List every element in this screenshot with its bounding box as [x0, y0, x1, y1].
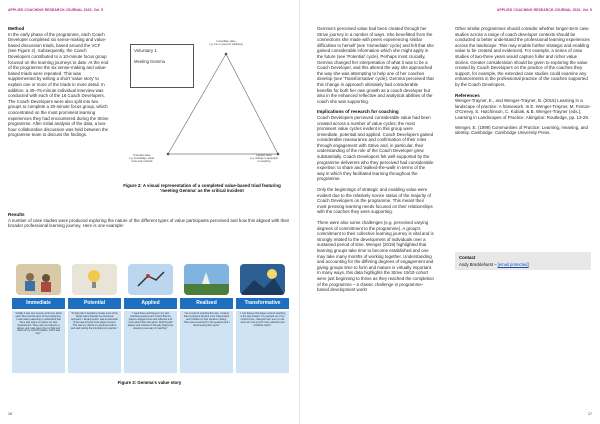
figure-2-caption: Figure 2: A visual representation of a completed value-based triad featuring 'meeting Gemma' as the critical incident [123, 183, 281, 194]
vertex-potential [167, 153, 170, 156]
stage-potential [68, 262, 121, 374]
gemma-value-paragraph: Gemma's perceived value had been created through her Strive journey in a number of ways. She benefitted from the connections she made with peers experiencing similar difficulties to herself (see 'Immediate' cycle) and felt that she gained considerable information which she might apply in the future (see 'Potential' cycle). Perhaps most crucially, Gemma changed her interpretation of what it was to be a Coach Developer, and this altered the way she approached the way she was attempting to help one of her coaches develop (see 'Transformative' cycle). Gemma perceived that this change in approach ultimately had considerable benefits for both her own growth as a coach developer but also in the enhanced reflective and analytical abilities of the coach she was supporting. [317, 26, 434, 104]
results-heading: Results [8, 212, 25, 217]
implications-paragraph-3: There were also some challenges (e.g. perceived varying degrees of commitment to the programme). A group's commitment to their collective learning journey is vital and is strongly related to the development of individuals over a sustained period of time. Wenger (2019) highlighted that learning groups take time to become established and one may take many months of working together. Understanding and accounting for the differing degrees of engagement and giving groups time to form and mature is virtually important. In many ways, this data highlights the Strive 19/19 cohort were just beginning to thrive as they reached the completion of the programme – a classic challenge in programme-based development work! [317, 220, 434, 293]
method-heading: Method [8, 26, 25, 31]
contact-box [455, 252, 591, 270]
contact-title: Contact [459, 255, 476, 260]
stage-label: Applied [124, 298, 177, 309]
figure-3 [10, 262, 289, 380]
triad-label-box [130, 44, 194, 88]
page-number-left: 16 [8, 412, 12, 416]
stage-transformative-photo [240, 264, 285, 295]
stage-label: Potential [68, 298, 121, 309]
right-column [455, 26, 591, 140]
other-programmes-paragraph: Other similar programmes should consider whether longer-term case studies across a range of coach developer contexts should be conducted to better understand the professional learning experiences across the landscape. This may enable further strategic and enabling value to be created and evidenced. For example, a series of case studies of two-three years would capture fuller and richer value stories. Greater consideration should be given to exploring the value created by Coach Developers on the practice of the coaches they support, for example, the extended case studies could examine any enhancements in the professional practice of the coaches supported by the Coach Developers. [455, 26, 590, 87]
left-page [0, 0, 299, 424]
implications-paragraph-2: Only the beginnings of strategic and enabling value were evident due to the relatively novice status of the majority of Coach Developers on the programme. This meant their most pressing learning needs focused on their relationships with the coaches they were supporting. [317, 187, 433, 215]
stage-applied [124, 262, 177, 374]
stage-realised-photo [184, 264, 229, 295]
method-section [8, 26, 109, 143]
triad-box-title: Voluntary 1 [134, 48, 157, 53]
results-body: A number of case studies were produced exploring the nature of the different types of value participants perceived and how this aligned with their broader professional learning journey. Here is one example: [8, 217, 290, 229]
contact-line [459, 262, 529, 267]
stage-realised [180, 262, 233, 374]
triad-bottom-right-label: Applied value e.g. change in approach to coaching [250, 154, 278, 163]
triad-box-text: Meeting Gemma [134, 59, 165, 64]
stage-applied-photo [128, 264, 173, 295]
stage-immediate [12, 262, 65, 374]
results-section [8, 212, 290, 234]
stage-label: Immediate [12, 298, 65, 309]
figure-3-caption: Figure 3: Gemma's value story [117, 380, 182, 385]
stage-quote: "I now believe that player-centred coaching is the way forward. I've stepped out of my comfort zone, changed how I see my role and I am now a much more reflective and confident coach." [236, 311, 289, 373]
running-header-right: APPLIED COACHING RESEARCH JOURNAL 2020, Vol. 5 [496, 8, 592, 12]
vertex-immediate [225, 53, 228, 56]
stage-transformative [236, 262, 289, 374]
stage-label: Transformative [236, 298, 289, 309]
contact-name: Andy Brocklehurst – [459, 262, 497, 267]
stage-quote: "At that point I decided to create a few of the blocks learnt through the structured approach. I already knew I was an advocate of the idea of being more player centred. This was my chance to experiment with it and start putting the principles into practice." [68, 311, 121, 373]
triad-bottom-left-label: Potential value e.g. knowledge, ideas, tools and methods [129, 154, 155, 163]
implications-paragraph-1: Coach Developers perceived considerable value had been created across a number of value cycles; the most prominent value cycles evident in this group were immediate, potential and applied. Coach Developers gained considerable reassurance and confirmation of their roles through engagement with Strive and, in particular, their understanding of the role of the Coach Developer grew substantially. Coach Developers felt well-supported by the programme deliverers who they perceived had considerable expertise: to share and 'walked-the-walk' in terms of the way in which they facilitated learning throughout the programme. [317, 114, 434, 182]
running-header-left: APPLIED COACHING RESEARCH JOURNAL 2020, Vol. 5 [8, 8, 104, 12]
triad-top-label: Immediate value e.g. fun or good for wellbeing [209, 40, 243, 46]
stage-immediate-photo [16, 264, 61, 295]
stage-quote: "I used these techniques in my own coaching sessions and I found that the players engaged more and reflected a lot more about their own game. Working with players and coaches in this way helped me develop a new way of coaching." [124, 311, 177, 373]
stage-quote: "Initially it was nice to learn a bit more about each other and the aims of the programme. It was really reassuring to understand that there was space to explore my own development. There was no pressure to deliver, and I was given time to think and reflect on my current practice, which was nice." [12, 311, 65, 373]
stage-potential-photo [72, 264, 117, 295]
references-heading: References [455, 92, 480, 98]
contact-email-link[interactable]: [email protected] [497, 262, 529, 267]
stage-label: Realised [180, 298, 233, 309]
stage-quote: "As a result of coaching this way, I noticed that my players became more independent and confident in their decision making. There was a real buzz in the sessions and I loved seeing them grow." [180, 311, 233, 373]
middle-column [317, 26, 434, 298]
reference-1: Wenger-Trayner, E., and Wenger-Trayner, B. (2015) Learning in a landscape of practice: A framework. In E. Wenger-Trayner, M. Fenton-O'Creevy, S. Hutchinson, C. Kubiak, & B. Wenger-Trayner (eds.), Learning in Landscapes of Practice. Abingdon: Routledge, pp. 13-29. [455, 98, 591, 120]
implications-heading: Implications of research for coaching [317, 109, 399, 115]
reference-2: Wenger, E. (1999) Communities of Practice: Learning, meaning, and identity. Cambridge: Cambridge University Press. [455, 124, 588, 136]
method-body: In the early phase of the programme, each Coach Developer completed six sense-making and value-based discussion triads, based around the VCF (see Figure 2). Subsequently, the Coach Developers contributed to a 10-minute focus group focused on the learning journeys to date. At the end of the programme the six sense-making and value-based triads were repeated. This was supplemented by writing a short 'value story' to explain one or more of the triads in more detail. In addition, a 40–75-minute individual interview was conducted with each of the 16 Coach Developers. The Coach Developers were also split into two groups to complete a 20-minute focus group, which concentrated on the most prominent learning experiences they had encountered during the Strive programme. After initial analysis of the data, a two-hour collaborative discussion was held between the programme team to discuss the findings. [8, 31, 109, 138]
page-number-right: 17 [588, 412, 592, 416]
